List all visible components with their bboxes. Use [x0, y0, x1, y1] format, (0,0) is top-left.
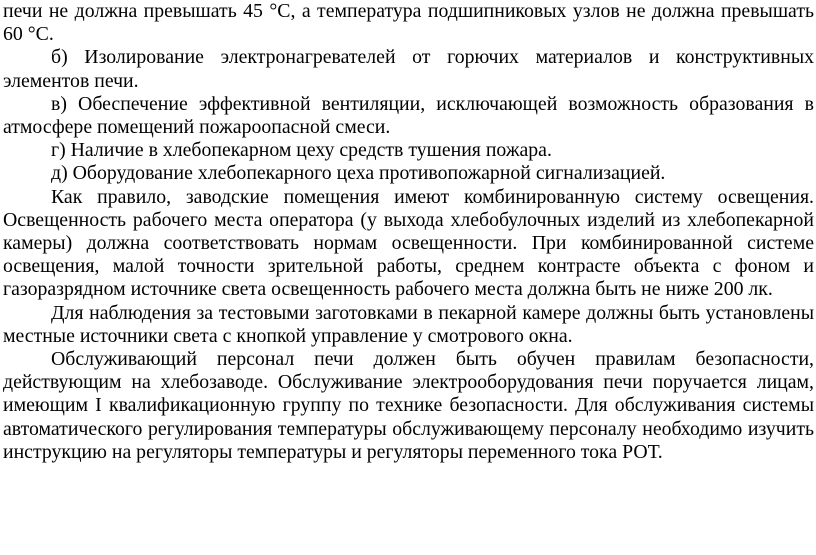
paragraph-continuation: печи не должна превышать 45 °С, а температура подшипниковых узлов не должна превышать 60 °С.: [3, 0, 814, 46]
paragraph-lighting: Как правило, заводские помещения имеют комбинированную систему освещения. Освещенность рабочего места оператора (у выхода хлебобулочных изделий из хлебопекарной камеры) должна соответствовать нормам освещенности. При комбинированной системе освещения, малой точности зрительной работы, среднем контрасте объекта с фоном и газоразрядном источнике света освещенность рабочего места должна быть не ниже 200 лк.: [3, 185, 814, 301]
list-item-g: г) Наличие в хлебопекарном цеху средств тушения пожара.: [51, 139, 552, 162]
paragraph-local-lights: Для наблюдения за тестовыми заготовками в пекарной камере должны быть установлены местные источники света с кнопкой управление у смотрового окна.: [3, 301, 814, 347]
paragraph-personnel: Обслуживающий персонал печи должен быть обучен правилам безопасности, действующим на хлебозаводе. Обслуживание электрооборудования печи поручается лицам, имеющим I квалификационную группу по технике безопасности. Для обслуживания системы автоматического регулирования температуры обслуживающему персоналу необходимо изучить инструкцию на регуляторы температуры и регуляторы переменного тока РОТ.: [3, 348, 814, 463]
list-item-b: б) Изолирование электронагревателей от горючих материалов и конструктивных элементов печи.: [3, 46, 814, 92]
document-page: [3, 0, 814, 464]
list-item-d: д) Оборудование хлебопекарного цеха противопожарной сигнализацией.: [51, 162, 666, 185]
list-item-v: в) Обеспечение эффективной вентиляции, исключающей возможность образования в атмосфере помещений пожароопасной смеси.: [3, 92, 814, 139]
